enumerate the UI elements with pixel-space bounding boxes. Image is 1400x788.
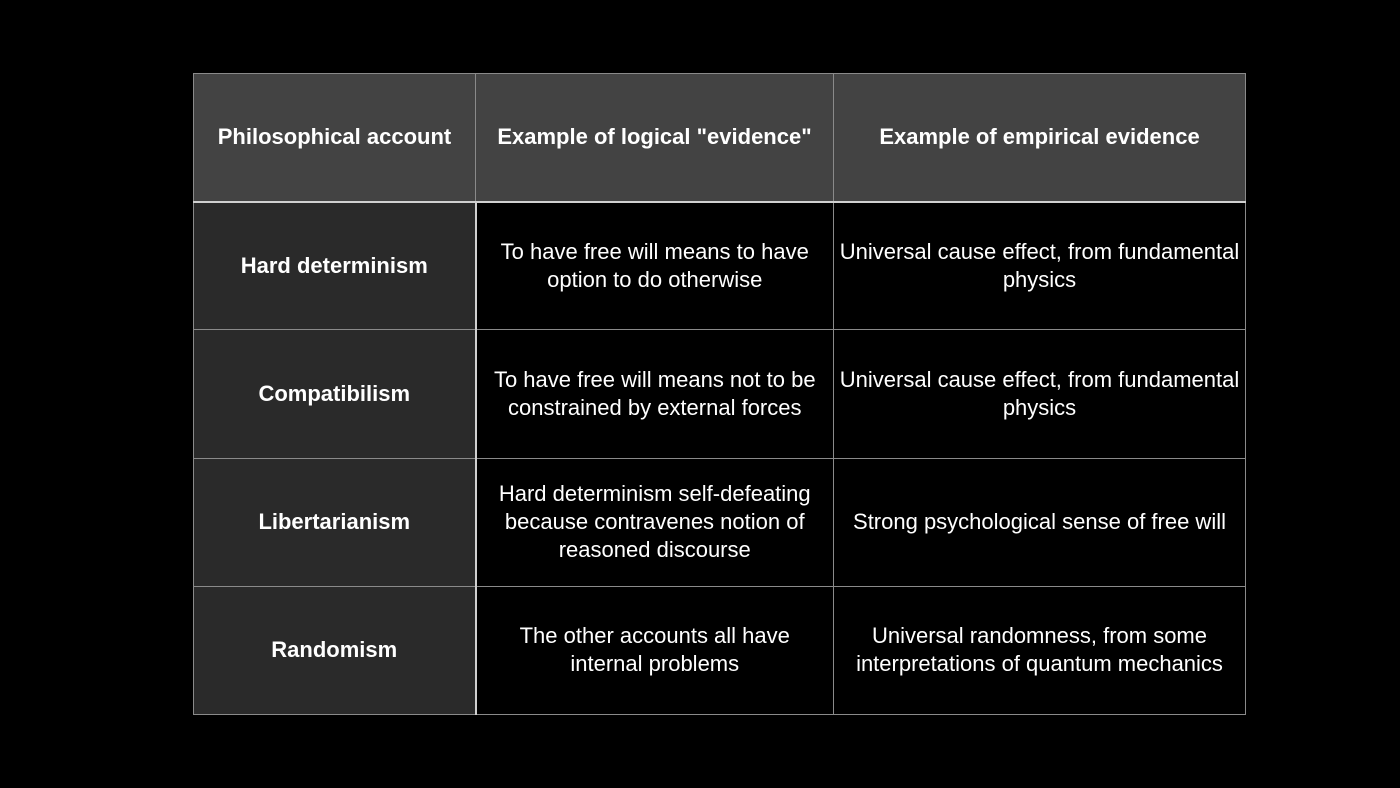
row-empirical-evidence: Universal cause effect, from fundamental physics <box>834 202 1246 330</box>
row-account: Libertarianism <box>194 458 476 586</box>
header-empirical-evidence: Example of empirical evidence <box>834 74 1246 202</box>
row-empirical-evidence: Universal cause effect, from fundamental physics <box>834 330 1246 458</box>
row-account: Randomism <box>194 586 476 714</box>
row-logical-evidence: Hard determinism self-defeating because contravenes notion of reasoned discourse <box>476 458 834 586</box>
row-logical-evidence: To have free will means not to be constrained by external forces <box>476 330 834 458</box>
row-empirical-evidence: Strong psychological sense of free will <box>834 458 1246 586</box>
table-row <box>194 586 1246 714</box>
row-empirical-evidence: Universal randomness, from some interpretations of quantum mechanics <box>834 586 1246 714</box>
header-row <box>194 74 1246 202</box>
table-row <box>194 202 1246 330</box>
row-account: Compatibilism <box>194 330 476 458</box>
table-header <box>194 74 1246 202</box>
table-body <box>194 202 1246 715</box>
header-philosophical-account: Philosophical account <box>194 74 476 202</box>
table-row <box>194 330 1246 458</box>
row-logical-evidence: To have free will means to have option to do otherwise <box>476 202 834 330</box>
row-logical-evidence: The other accounts all have internal problems <box>476 586 834 714</box>
comparison-table-container <box>193 73 1245 715</box>
table-row <box>194 458 1246 586</box>
row-account: Hard determinism <box>194 202 476 330</box>
comparison-table <box>193 73 1246 715</box>
header-logical-evidence: Example of logical "evidence" <box>476 74 834 202</box>
